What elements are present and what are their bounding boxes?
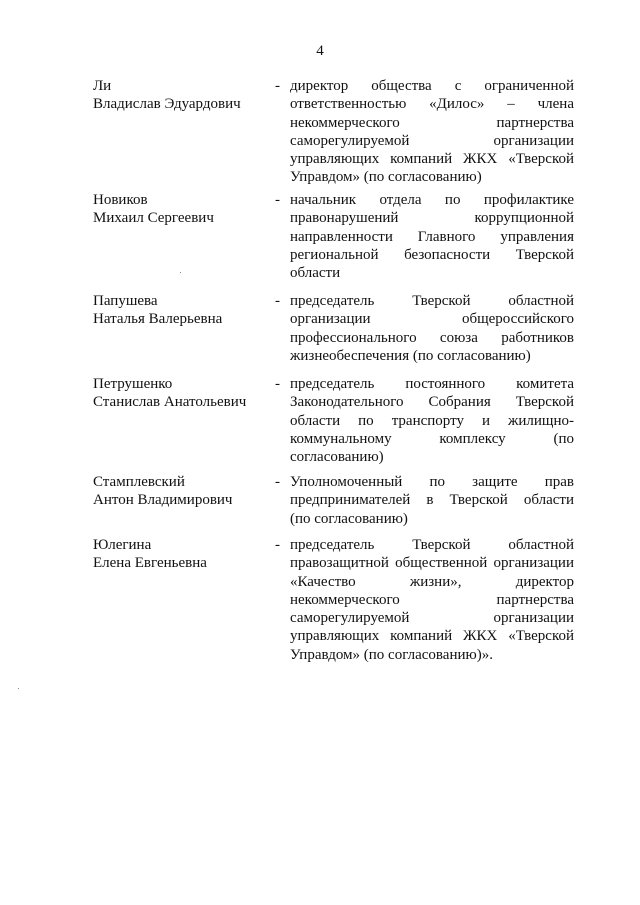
member-name (93, 536, 273, 572)
member-given-name: Наталья Валерьевна (93, 311, 223, 327)
position-line: предпринимателей в Тверской области (290, 492, 574, 509)
member-position (290, 473, 574, 528)
separator-dash: - (275, 474, 280, 490)
position-line: (по согласованию) (290, 510, 408, 527)
member-given-name: Михаил Сергеевич (93, 210, 214, 226)
member-surname: Юлегина (93, 537, 152, 553)
position-line: региональной безопасности Тверской (290, 246, 574, 263)
position-line: согласованию) (290, 449, 384, 466)
member-position (290, 536, 574, 664)
position-line: правозащитной общественной организации (290, 555, 574, 572)
position-line: управляющих компаний ЖКХ «Тверской (290, 628, 574, 645)
member-position (290, 292, 574, 365)
member-given-name: Станислав Анатольевич (93, 394, 247, 410)
position-line: председатель Тверской областной (290, 537, 574, 553)
separator-dash: - (275, 376, 280, 392)
member-name (93, 375, 273, 411)
position-line: председатель Тверской областной (290, 293, 574, 309)
position-line: ответственностью «Дилос» – члена (290, 96, 574, 113)
member-position (290, 375, 574, 466)
member-entry (0, 375, 640, 473)
member-surname: Петрушенко (93, 376, 173, 392)
separator-dash: - (275, 293, 280, 309)
position-line: области (290, 265, 341, 282)
member-entry (0, 473, 640, 536)
position-line: жизнеобеспечения (по согласованию) (290, 347, 531, 364)
page-number: 4 (316, 43, 324, 59)
member-surname: Новиков (93, 192, 148, 208)
position-line: саморегулируемой организации (290, 610, 574, 627)
member-name (93, 191, 273, 227)
member-name (93, 473, 273, 509)
member-name (93, 292, 273, 328)
position-line: некоммерческого партнерства (290, 114, 574, 131)
position-line: начальник отдела по профилактике (290, 192, 574, 208)
position-line: области по транспорту и жилищно- (290, 412, 574, 429)
position-line: коммунальному комплексу (по (290, 430, 574, 447)
position-line: управляющих компаний ЖКХ «Тверской (290, 151, 574, 168)
position-line: правонарушений коррупционной (290, 210, 574, 227)
member-position (290, 191, 574, 282)
member-given-name: Владислав Эдуардович (93, 96, 241, 112)
member-entry (0, 536, 640, 666)
separator-dash: - (275, 78, 280, 94)
position-line: некоммерческого партнерства (290, 591, 574, 608)
member-surname: Ли (93, 78, 112, 94)
member-entry (0, 77, 640, 191)
position-line: председатель постоянного комитета (290, 376, 574, 392)
member-list (0, 77, 640, 666)
position-line: Уполномоченный по защите прав (290, 474, 574, 490)
position-line: директор общества с ограниченной (290, 78, 574, 94)
scan-speck (180, 272, 181, 273)
position-line: направленности Главного управления (290, 228, 574, 245)
position-line: Законодательного Собрания Тверской (290, 394, 574, 411)
position-line: Управдом» (по согласованию) (290, 169, 482, 186)
member-surname: Стамплевский (93, 474, 185, 490)
position-line: профессионального союза работников (290, 329, 574, 346)
member-name (93, 77, 273, 113)
position-line: саморегулируемой организации (290, 132, 574, 149)
member-given-name: Антон Владимирович (93, 492, 233, 508)
separator-dash: - (275, 192, 280, 208)
member-surname: Папушева (93, 293, 158, 309)
separator-dash: - (275, 537, 280, 553)
position-line: «Качество жизни», директор (290, 573, 574, 590)
member-entry (0, 191, 640, 292)
member-position (290, 77, 574, 187)
member-entry (0, 292, 640, 375)
member-given-name: Елена Евгеньевна (93, 555, 207, 571)
position-line: Управдом» (по согласованию)». (290, 646, 493, 663)
scan-speck (18, 688, 19, 689)
position-line: организации общероссийского (290, 311, 574, 328)
